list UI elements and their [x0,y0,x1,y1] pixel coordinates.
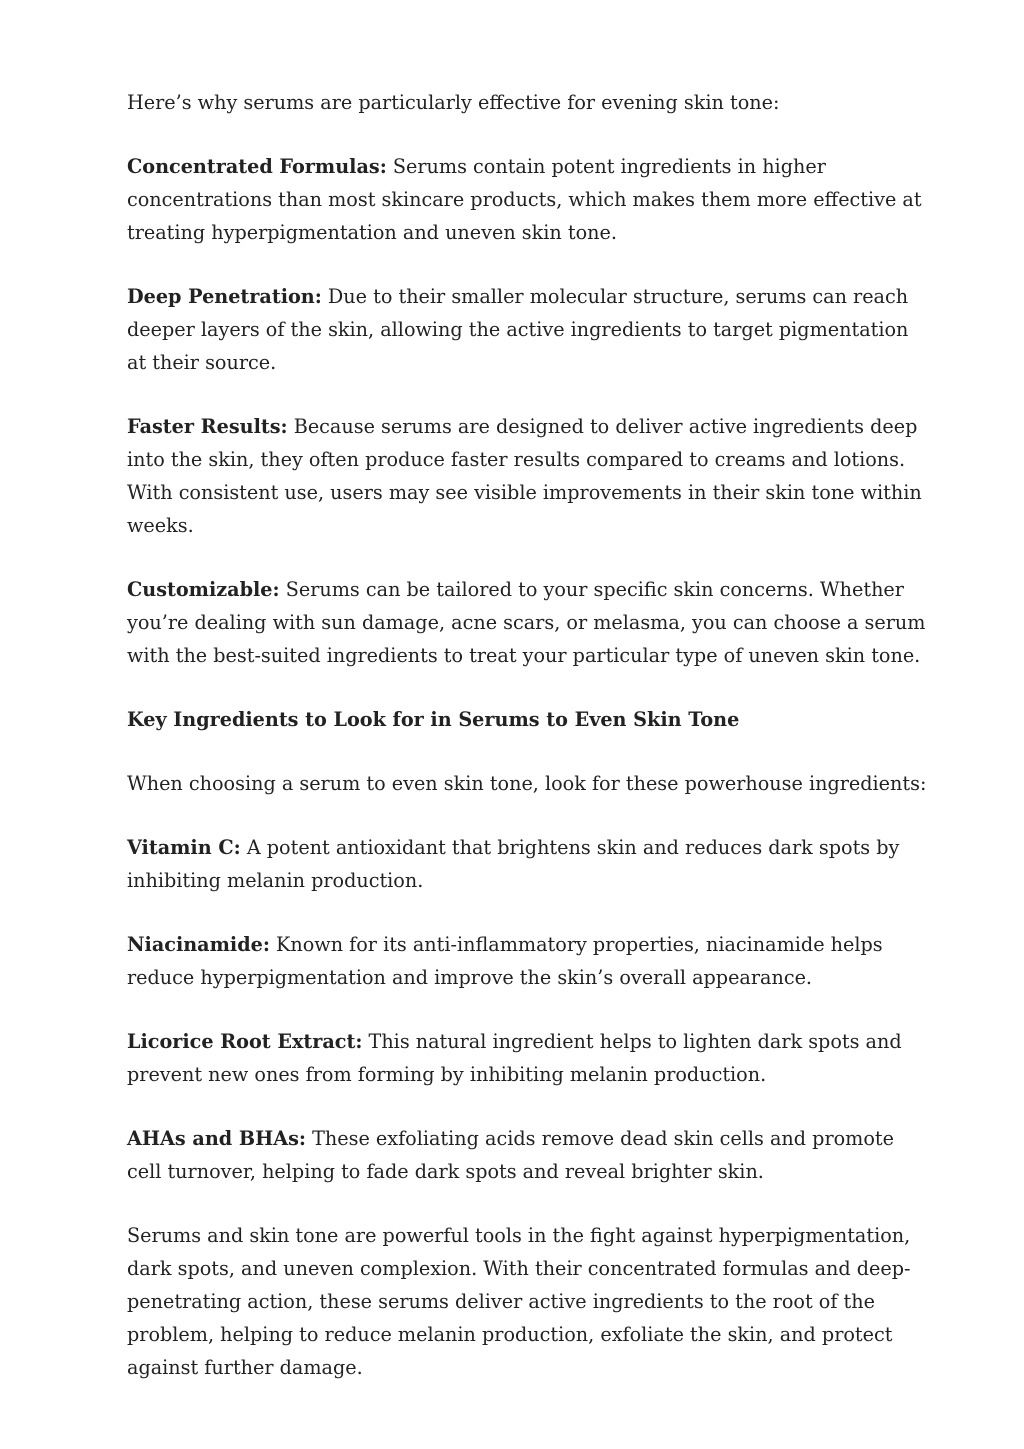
benefit-paragraph-deep-penetration [127,280,927,379]
benefit-term: Concentrated Formulas: [127,155,387,178]
article-body [127,86,927,1415]
benefit-paragraph-faster-results [127,410,927,542]
ingredient-paragraph-niacinamide [127,928,927,994]
ingredient-text: A potent antioxidant that brightens skin and reduces dark spots by inhibiting melanin production. [127,836,900,892]
benefit-paragraph-concentrated-formulas [127,150,927,249]
benefit-term: Faster Results: [127,415,288,438]
benefit-term: Deep Penetration: [127,285,322,308]
ingredient-text: These exfoliating acids remove dead skin cells and promote cell turnover, helping to fade dark spots and reveal brighter skin. [127,1127,894,1183]
ingredient-term: Niacinamide: [127,933,270,956]
ingredient-paragraph-ahas-bhas [127,1122,927,1188]
benefit-text: Due to their smaller molecular structure, serums can reach deeper layers of the skin, allowing the active ingredients to target pigmentation at their source. [127,285,909,374]
section-heading: Key Ingredients to Look for in Serums to Even Skin Tone [127,708,740,731]
ingredient-term: AHAs and BHAs: [127,1127,306,1150]
ingredients-intro-paragraph: When choosing a serum to even skin tone, look for these powerhouse ingredients: [127,772,927,795]
benefit-text: Because serums are designed to deliver active ingredients deep into the skin, they often produce faster results compared to creams and lotions. With consistent use, users may see visible improvements in their skin tone within weeks. [127,415,922,537]
ingredient-term: Licorice Root Extract: [127,1030,363,1053]
benefit-text: Serums contain potent ingredients in higher concentrations than most skincare products, which makes them more effective at treating hyperpigmentation and uneven skin tone. [127,155,922,244]
ingredient-text: This natural ingredient helps to lighten dark spots and prevent new ones from forming by inhibiting melanin production. [127,1030,902,1086]
ingredient-paragraph-licorice-root [127,1025,927,1091]
benefit-term: Customizable: [127,578,280,601]
conclusion-paragraph: Serums and skin tone are powerful tools in the fight against hyperpigmentation, dark spots, and uneven complexion. With their concentrated formulas and deep-penetrating action, these serums deliver active ingredients to the root of the problem, helping to reduce melanin production, exfoliate the skin, and protect against further damage. [127,1224,911,1379]
benefit-paragraph-customizable [127,573,927,672]
intro-paragraph: Here’s why serums are particularly effective for evening skin tone: [127,91,780,114]
ingredient-text: Known for its anti-inflammatory properties, niacinamide helps reduce hyperpigmentation and improve the skin’s overall appearance. [127,933,883,989]
ingredient-paragraph-vitamin-c [127,831,927,897]
benefit-text: Serums can be tailored to your specific skin concerns. Whether you’re dealing with sun damage, acne scars, or melasma, you can choose a serum with the best-suited ingredients to treat your particular type of uneven skin tone. [127,578,926,667]
ingredient-term: Vitamin C: [127,836,241,859]
